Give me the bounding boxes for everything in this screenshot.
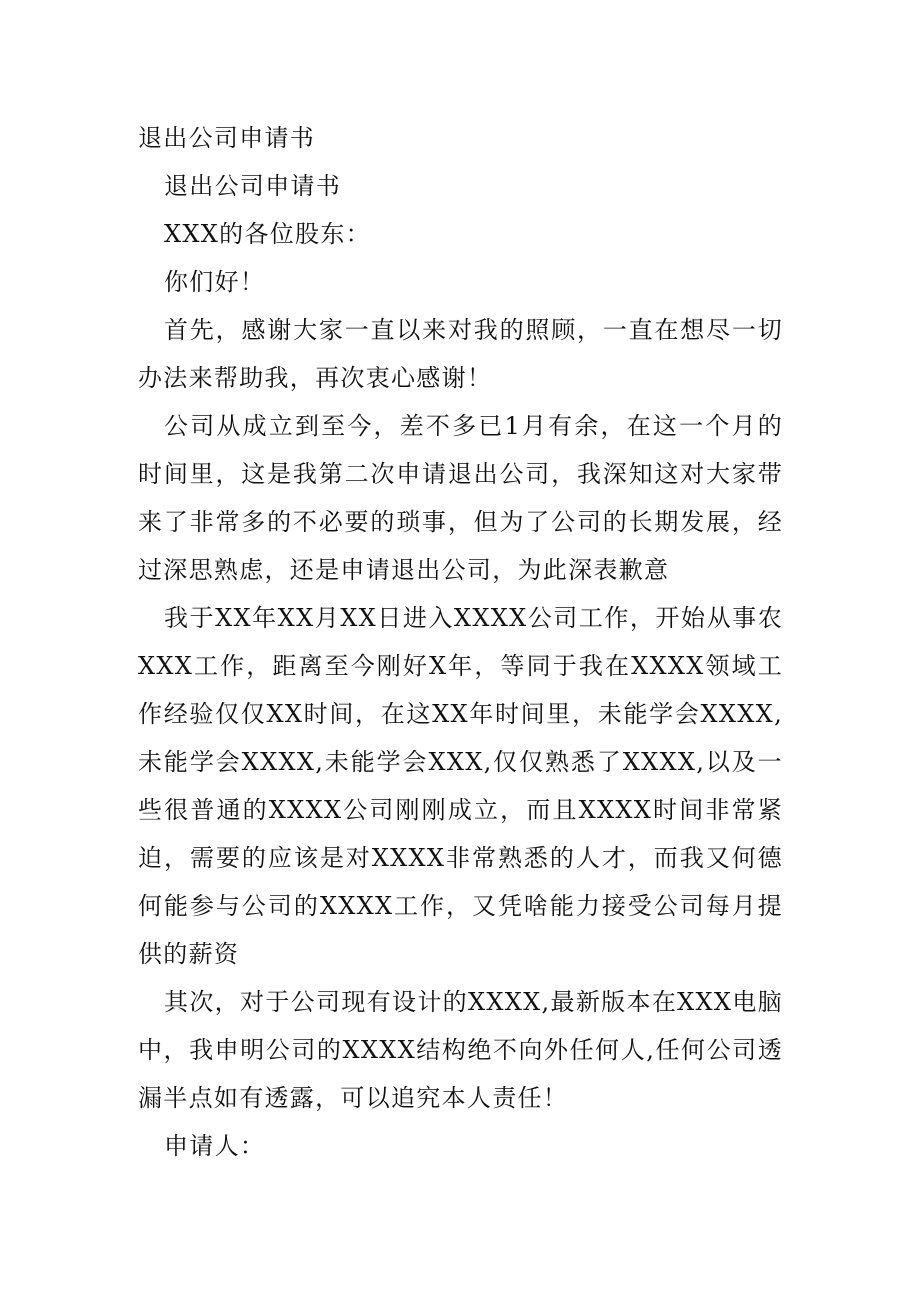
paragraph-greeting: 你们好！ [164, 268, 266, 296]
paragraph-salutation: XXX的各位股东： [164, 220, 371, 248]
document-page [138, 114, 783, 1170]
paragraph-reason: 公司从成立到至今，差不多已1月有余，在这一个月的时间里，这是我第二次申请退出公司，我深知这对大家带来了非常多的不必要的琐事，但为了公司的长期发展，经过深思熟虑，还是申请退出公司，为此深表歉意 [138, 412, 783, 584]
document-title: 退出公司申请书 [138, 124, 316, 152]
paragraph-confidentiality: 其次，对于公司现有设计的XXXX,最新版本在XXX电脑中，我申明公司的XXXX结构绝不向外任何人,任何公司透漏半点如有透露，可以追究本人责任！ [138, 988, 783, 1112]
paragraph-applicant: 申请人： [164, 1132, 266, 1160]
paragraph-thanks: 首先，感谢大家一直以来对我的照顾，一直在想尽一切办法来帮助我，再次衷心感谢！ [138, 316, 783, 392]
paragraph-subtitle: 退出公司申请书 [164, 172, 342, 200]
paragraph-experience: 我于XX年XX月XX日进入XXXX公司工作，开始从事农XXX工作，距离至今刚好X年，等同于我在XXXX领域工作经验仅仅XX时间，在这XX年时间里，未能学会XXXX,未能学会XXXX,未能学会XXX,仅仅熟悉了XXXX,以及一些很普通的XXXX公司刚刚成立，而且XXXX时间非常紧迫，需要的应该是对XXXX非常熟悉的人才，而我又何德何能参与公司的XXXX工作，又凭啥能力接受公司每月提供的薪资 [138, 604, 783, 968]
